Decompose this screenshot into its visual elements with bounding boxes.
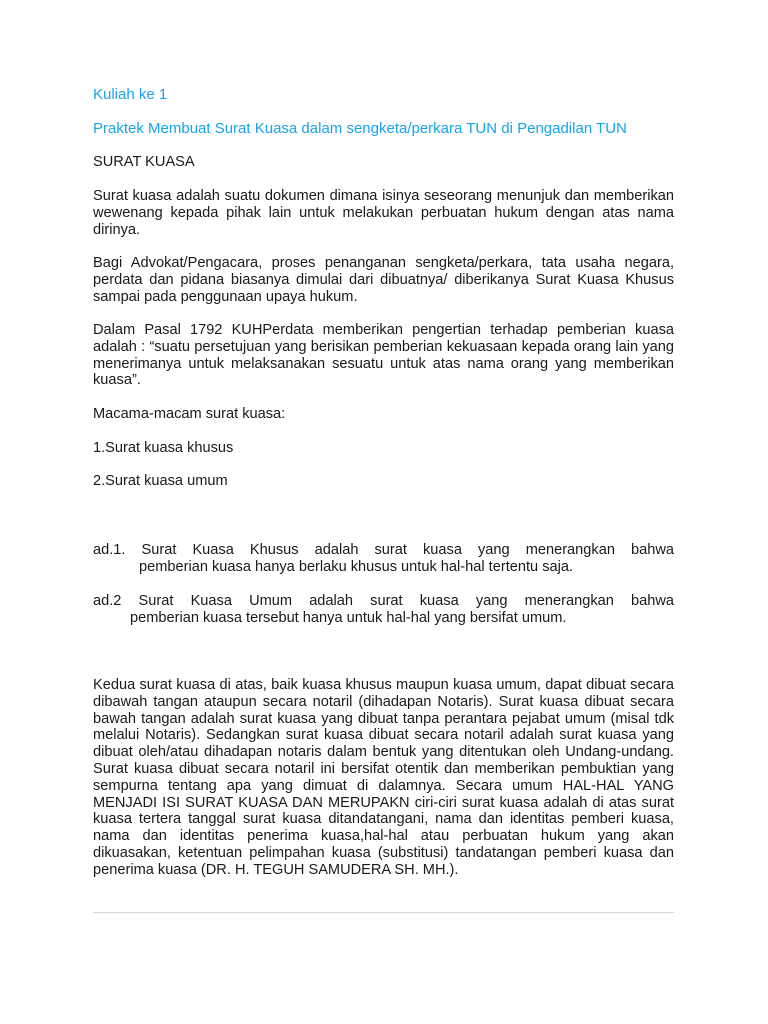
paragraph-definition: Surat kuasa adalah suatu dokumen dimana isinya seseorang menunjuk dan memberikan wewenang kepada pihak lain untuk melakukan perbuatan hukum dengan atas nama dirinya. — [93, 188, 674, 238]
paragraph-advocate: Bagi Advokat/Pengacara, proses penanganan sengketa/perkara, tata usaha negara, perdata dan pidana biasanya dimulai dari dibuatnya/ diberikanya Surat Kuasa Khusus sampai pada penggunaan upaya hukum. — [93, 255, 674, 305]
ad2-first-line: ad.2 Surat Kuasa Umum adalah surat kuasa yang menerangkan bahwa — [93, 593, 674, 609]
page-divider — [93, 912, 674, 913]
type-item-2: 2.Surat kuasa umum — [93, 473, 228, 489]
ad1-first-line: ad.1. Surat Kuasa Khusus adalah surat kuasa yang menerangkan bahwa — [93, 542, 674, 558]
ad1-continuation: pemberian kuasa hanya berlaku khusus untuk hal-hal tertentu saja. — [139, 558, 574, 575]
lecture-title: Kuliah ke 1 — [93, 86, 168, 103]
ad2-continuation: pemberian kuasa tersebut hanya untuk hal-hal yang bersifat umum. — [130, 609, 567, 626]
ad2-definition — [93, 593, 674, 627]
types-heading: Macama-macam surat kuasa: — [93, 406, 286, 422]
document-subtitle: Praktek Membuat Surat Kuasa dalam sengketa/perkara TUN di Pengadilan TUN — [93, 120, 627, 137]
section-title: SURAT KUASA — [93, 154, 195, 170]
ad1-definition — [93, 542, 674, 576]
type-item-1: 1.Surat kuasa khusus — [93, 440, 234, 456]
paragraph-kuhperdata: Dalam Pasal 1792 KUHPerdata memberikan pengertian terhadap pemberian kuasa adalah : “suatu persetujuan yang berisikan pemberian kekuasaan kepada orang lain yang menerimanya untuk melaksanakan sesuatu untuk atas nama orang yang memberikan kuasa”. — [93, 322, 674, 389]
closing-paragraph: Kedua surat kuasa di atas, baik kuasa khusus maupun kuasa umum, dapat dibuat secara dibawah tangan ataupun secara notaril (dihadapan Notaris). Surat kuasa dibuat secara bawah tangan adalah surat kuasa yang dibuat tanpa perantara pejabat umum (misal tdk melalui Notaris). Sedangkan surat kuasa dibuat secara notaril adalah surat kuasa yang dibuat oleh/atau dihadapan notaris dalam bentuk yang ditentukan oleh Undang-undang. Surat kuasa dibuat secara notaril ini bersifat otentik dan memberikan pembuktian yang sempurna tentang apa yang dimuat di dalamnya. Secara umum HAL-HAL YANG MENJADI ISI SURAT KUASA DAN MERUPAKN ciri-ciri surat kuasa adalah di atas surat kuasa tertera tanggal surat kuasa ditandatangani, nama dan identitas pemberi kuasa, nama dan identitas penerima kuasa,hal-hal atau perbuatan hukum yang akan dikuasakan, ketentuan pelimpahan kuasa (substitusi) tandatangan pemberi kuasa dan penerima kuasa (DR. H. TEGUH SAMUDERA SH. MH.). — [93, 677, 674, 878]
